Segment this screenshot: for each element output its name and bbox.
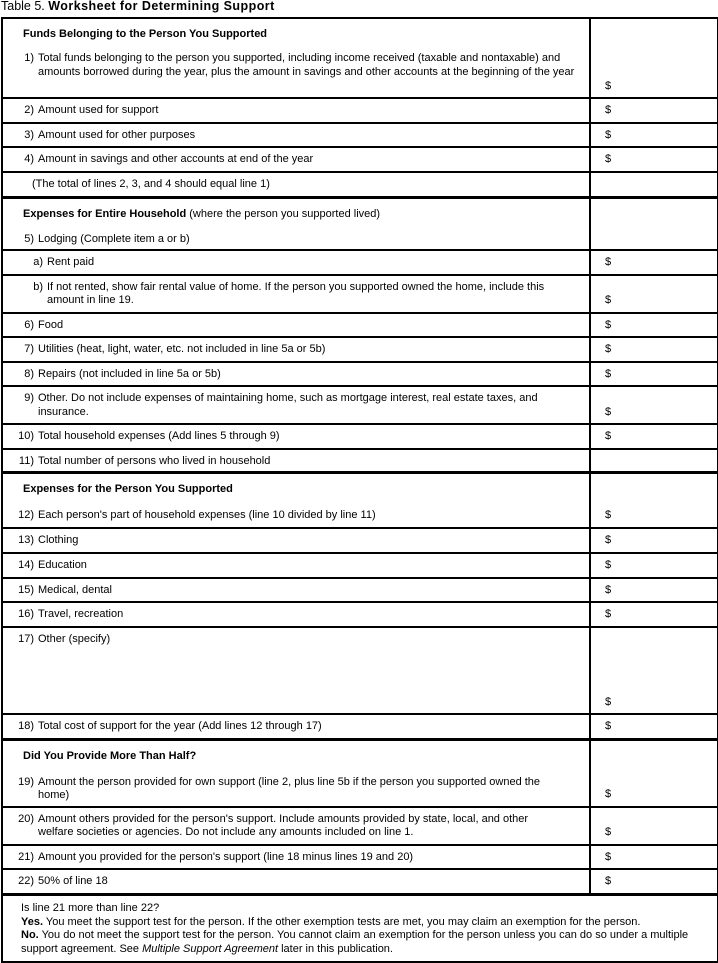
amount-cell — [589, 603, 717, 626]
line-number: 22) — [18, 875, 34, 887]
line-number: 4) — [24, 153, 34, 165]
amount-cell — [589, 529, 717, 552]
amount-cell — [589, 251, 717, 274]
line-label: Each person's part of household expenses (line 10 divided by line 11) — [38, 509, 376, 521]
line-label: 50% of line 18 — [38, 875, 108, 887]
section-header-household — [3, 199, 717, 228]
amount-cell — [589, 387, 717, 423]
row-line-21 — [3, 846, 717, 871]
line-number: 10) — [18, 430, 34, 442]
line-label: Clothing — [38, 534, 79, 546]
amount-cell — [589, 450, 717, 472]
row-line-14 — [3, 554, 717, 579]
decision-no: No. You do not meet the support test for the person. You cannot claim an exemption for the person unless you can do so under a multiple support agreement. See Multiple Support Agreement later in this publication. — [21, 929, 689, 955]
amount-cell — [589, 628, 717, 713]
line-label: Total cost of support for the year (Add lines 12 through 17) — [38, 720, 322, 732]
row-line-3 — [3, 124, 717, 149]
line-number: 3) — [24, 128, 34, 141]
line-number: 19) — [18, 775, 34, 788]
line-number: 21) — [18, 850, 34, 863]
worksheet-table — [1, 17, 718, 963]
dollar-sign: $ — [605, 558, 612, 571]
line-label: If not rented, show fair rental value of home. If the person you supported owned the home, include this amount in line 19. — [47, 280, 545, 306]
line-number: 5) — [24, 232, 34, 245]
row-total-note — [3, 173, 717, 199]
row-line-9 — [3, 387, 717, 425]
line-label: Total number of persons who lived in household — [38, 454, 271, 467]
dollar-sign: $ — [605, 256, 612, 268]
dollar-sign: $ — [605, 294, 612, 306]
row-line-8 — [3, 363, 717, 388]
line-label: Amount in savings and other accounts at end of the year — [38, 153, 314, 165]
row-line-5b — [3, 276, 717, 314]
decision-question: Is line 21 more than line 22? — [21, 902, 160, 914]
amount-cell — [589, 47, 717, 97]
row-line-16 — [3, 603, 717, 628]
dollar-sign: $ — [605, 430, 612, 442]
section-title: Expenses for the Person You Supported — [23, 483, 233, 495]
dollar-sign: $ — [605, 367, 612, 380]
section-title: Expenses for Entire Household — [23, 207, 187, 220]
line-label: Lodging (Complete item a or b) — [38, 232, 190, 245]
line-label: Other. Do not include expenses of maintaining home, such as mortgage interest, real estate taxes, and insurance. — [38, 392, 538, 418]
line-number: 1) — [24, 52, 34, 64]
section-header-half — [3, 741, 717, 771]
dollar-sign: $ — [605, 534, 612, 546]
line-label: Travel, recreation — [38, 608, 124, 620]
amount-cell — [589, 363, 717, 386]
line-number: 18) — [18, 720, 34, 732]
line-number: 9) — [24, 392, 34, 404]
table-title: Worksheet for Determining Support — [48, 0, 275, 13]
row-line-5a — [3, 251, 717, 276]
row-line-1 — [3, 47, 717, 99]
row-line-18 — [3, 715, 717, 741]
line-label: Education — [38, 558, 87, 571]
dollar-sign: $ — [605, 405, 612, 418]
section-title: Funds Belonging to the Person You Supported — [23, 28, 268, 40]
decision-yes: Yes. You meet the support test for the person. If the other exemption tests are met, you may claim an exemption for the person. — [21, 915, 641, 928]
decision-text — [3, 896, 717, 961]
amount-cell — [589, 148, 717, 171]
amount-cell — [589, 870, 717, 893]
amount-cell — [589, 19, 717, 47]
line-label: Other (specify) — [38, 633, 111, 645]
line-number: 14) — [18, 558, 34, 571]
table-number: Table 5. — [1, 0, 45, 13]
line-number: 6) — [24, 318, 34, 331]
dollar-sign: $ — [605, 875, 612, 887]
line-number: a) — [33, 256, 43, 268]
amount-cell — [589, 99, 717, 122]
row-line-11 — [3, 450, 717, 475]
line-label: Utilities (heat, light, water, etc. not included in line 5a or 5b) — [38, 343, 326, 355]
line-label: Medical, dental — [38, 583, 112, 596]
section-title: Did You Provide More Than Half? — [23, 749, 197, 762]
line-number: 16) — [18, 608, 34, 620]
dollar-sign: $ — [605, 850, 612, 863]
amount-cell — [589, 579, 717, 602]
note-text: (The total of lines 2, 3, and 4 should equal line 1) — [32, 177, 270, 190]
line-label: Amount you provided for the person's support (line 18 minus lines 19 and 20) — [38, 850, 414, 863]
row-line-6 — [3, 314, 717, 339]
dollar-sign: $ — [605, 318, 612, 331]
dollar-sign: $ — [605, 153, 612, 165]
line-number: 2) — [24, 104, 34, 116]
section-header-funds — [3, 19, 717, 47]
amount-cell — [589, 228, 717, 250]
line-number: 20) — [18, 812, 34, 825]
amount-cell — [589, 425, 717, 448]
dollar-sign: $ — [605, 720, 612, 732]
row-line-2 — [3, 99, 717, 124]
line-label: Amount the person provided for own support (line 2, plus line 5b if the person you supported owned the home) — [38, 775, 541, 801]
amount-cell — [589, 338, 717, 361]
amount-cell — [589, 474, 717, 504]
line-label: Repairs (not included in line 5a or 5b) — [38, 367, 221, 380]
amount-cell — [589, 771, 717, 806]
row-line-5 — [3, 228, 717, 252]
row-line-13 — [3, 529, 717, 554]
line-number: 7) — [24, 343, 34, 355]
amount-cell — [589, 715, 717, 738]
line-number: b) — [33, 280, 43, 293]
line-number: 8) — [24, 367, 34, 380]
line-number: 13) — [18, 534, 34, 546]
section-header-person — [3, 474, 717, 504]
line-label: Food — [38, 318, 64, 331]
dollar-sign: $ — [605, 695, 612, 708]
section-subtitle: (where the person you supported lived) — [186, 207, 381, 220]
row-line-20 — [3, 808, 717, 846]
line-number: 12) — [18, 509, 34, 521]
dollar-sign: $ — [605, 826, 612, 838]
row-line-10 — [3, 425, 717, 450]
dollar-sign: $ — [605, 509, 612, 521]
line-label: Amount used for other purposes — [38, 128, 196, 141]
dollar-sign: $ — [605, 788, 612, 800]
dollar-sign: $ — [605, 104, 612, 116]
row-line-7 — [3, 338, 717, 363]
row-line-19 — [3, 771, 717, 808]
line-number: 15) — [18, 583, 34, 596]
line-label: Total household expenses (Add lines 5 through 9) — [38, 430, 280, 442]
line-label: Amount used for support — [38, 104, 159, 116]
line-label: Total funds belonging to the person you supported, including income received (taxable and nontaxable) and amounts borrowed during the year, plus the amount in savings and other accounts at the beginning of the year — [38, 52, 575, 78]
amount-cell — [589, 554, 717, 577]
dollar-sign: $ — [605, 79, 612, 92]
line-number: 11) — [18, 454, 34, 467]
line-label: Amount others provided for the person's support. Include amounts provided by state, local, and other welfare societies or agencies. Do not include any amounts included on line 1. — [38, 812, 529, 838]
amount-cell — [589, 741, 717, 771]
amount-cell — [589, 124, 717, 147]
page-title — [0, 0, 718, 17]
dollar-sign: $ — [605, 128, 612, 141]
dollar-sign: $ — [605, 608, 612, 620]
row-line-15 — [3, 579, 717, 604]
reference-italic: Multiple Support Agreement — [142, 942, 279, 955]
amount-cell — [589, 314, 717, 337]
amount-cell — [589, 199, 717, 228]
line-label: Rent paid — [47, 256, 95, 268]
line-number: 17) — [18, 633, 34, 645]
amount-cell — [589, 276, 717, 312]
amount-cell — [589, 846, 717, 869]
amount-cell — [589, 173, 717, 196]
dollar-sign: $ — [605, 343, 612, 355]
row-line-22 — [3, 870, 717, 896]
amount-cell — [589, 504, 717, 527]
amount-cell — [589, 808, 717, 844]
row-line-4 — [3, 148, 717, 173]
row-line-17 — [3, 628, 717, 715]
row-line-12 — [3, 504, 717, 529]
dollar-sign: $ — [605, 583, 612, 596]
